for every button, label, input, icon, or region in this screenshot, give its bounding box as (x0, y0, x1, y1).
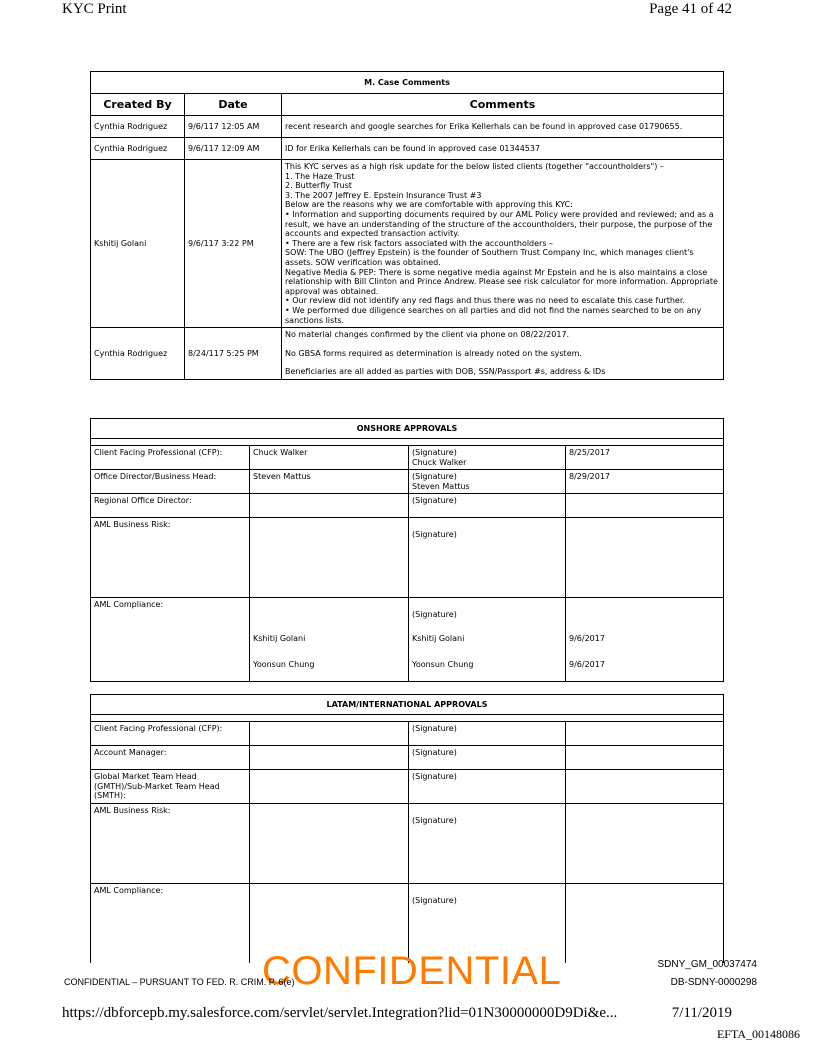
approval-date (566, 883, 724, 963)
table-row (91, 328, 724, 380)
comment-line: SOW: The UBO (Jeffrey Epstein) is the founder of Southern Trust Company Inc, which manages client's assets. SOW verification was obtained. (285, 248, 694, 267)
date: 9/6/117 12:09 AM (185, 138, 282, 160)
comment-line: 3. The 2007 Jeffrey E. Epstein Insurance Trust #3 (285, 190, 482, 200)
approver-name: Chuck Walker (250, 446, 409, 470)
comment-line: This KYC serves as a high risk update for the below listed clients (together "accountholders") – (285, 162, 664, 171)
efta-number: EFTA_00148086 (716, 1027, 800, 1041)
signature: (Signature) (409, 494, 566, 518)
signature-name: Yoonsun Chung (412, 659, 474, 669)
created-by: Kshitij Golani (91, 160, 185, 328)
approver-name (250, 518, 409, 598)
table-row (91, 722, 724, 746)
approver-name (250, 722, 409, 746)
comment-line: • Our review did not identify any red flags and thus there was no need to escalate this case further. (285, 296, 685, 306)
table-row (91, 803, 724, 883)
table-row (91, 746, 724, 770)
comment-line: No GBSA forms required as determination is already noted on the system. (285, 348, 582, 358)
column-header-comments: Comments (282, 94, 724, 116)
approver-name (250, 770, 409, 804)
comment-line: No material changes confirmed by the client via phone on 08/22/2017. (285, 330, 570, 340)
approver-name (250, 494, 409, 518)
print-date: 7/11/2019 (671, 1005, 732, 1021)
approval-date (566, 494, 724, 518)
case-comments-table (90, 71, 724, 380)
print-title: KYC Print (62, 1, 127, 17)
comment: recent research and google searches for Erika Kellerhals can be found in approved case 01790655. (282, 116, 724, 138)
created-by: Cynthia Rodriguez (91, 328, 185, 380)
comment-line: 2. Butterfly Trust (285, 181, 352, 191)
signature-label: (Signature) (412, 610, 457, 620)
created-by: Cynthia Rodriguez (91, 116, 185, 138)
comment-line: • There are a few risk factors associated with the accountholders – (285, 238, 554, 248)
page-number: Page 41 of 42 (649, 1, 732, 17)
signature (409, 518, 566, 598)
confidentiality-notice: CONFIDENTIAL – PURSUANT TO FED. R. CRIM. P. 6(e) (64, 977, 295, 987)
approval-dates (566, 598, 724, 682)
comment-line: • We performed due diligence searches on all parties and did not find the names searched to be on any sanctions lists. (285, 305, 702, 325)
table-row (91, 116, 724, 138)
signature-name: Steven Mattus (412, 481, 470, 491)
created-by: Cynthia Rodriguez (91, 138, 185, 160)
signature-name: Kshitij Golani (412, 633, 465, 643)
role: Account Manager: (91, 746, 250, 770)
comment-line: Negative Media & PEP: There is some negative media against Mr Epstein and he is also maintains a close relationship with Bill Clinton and Prince Andrew. Please see risk calculator for more information. Appropriate approval was obtained. (285, 267, 718, 296)
approval-date: 9/6/2017 (569, 659, 605, 669)
date: 9/6/117 3:22 PM (185, 160, 282, 328)
signature: (Signature) (409, 722, 566, 746)
comment-line: • Information and supporting documents required by our AML Policy were provided and reviewed; and as a result, we have an understanding of the structure of the accountholders, their purpose, the purpose of the accounts and expected transaction activity. (285, 209, 714, 239)
section-title: M. Case Comments (91, 72, 724, 94)
approval-date (566, 722, 724, 746)
signature: (Signature) (409, 746, 566, 770)
approver-name: Steven Mattus (250, 470, 409, 494)
table-row (91, 494, 724, 518)
role: Client Facing Professional (CFP): (91, 722, 250, 746)
signature-label: (Signature) (412, 448, 457, 457)
comment: ID for Erika Kellerhals can be found in approved case 01344537 (282, 138, 724, 160)
approver-name: Kshitij Golani (253, 634, 306, 644)
signature (409, 446, 566, 470)
table-row (91, 138, 724, 160)
approval-date: 8/25/2017 (566, 446, 724, 470)
role: Regional Office Director: (91, 494, 250, 518)
signature-label: (Signature) (412, 815, 457, 825)
signature-label: (Signature) (412, 895, 457, 905)
role: Client Facing Professional (CFP): (91, 446, 250, 470)
comment (282, 328, 724, 380)
confidential-stamp: CONFIDENTIAL (262, 949, 562, 993)
table-row (91, 518, 724, 598)
section-title: LATAM/INTERNATIONAL APPROVALS (91, 695, 724, 715)
comment (282, 160, 724, 328)
onshore-approvals-table (90, 418, 724, 682)
signature (409, 470, 566, 494)
source-url: https://dbforcepb.my.salesforce.com/servlet/servlet.Integration?lid=01N30000000D9Di&e... (62, 1005, 618, 1021)
signature-name: Chuck Walker (412, 457, 467, 467)
role: AML Business Risk: (91, 803, 250, 883)
role: AML Compliance: (91, 883, 250, 963)
column-header-created-by: Created By (91, 94, 185, 116)
signature (409, 598, 566, 682)
signature: (Signature) (409, 770, 566, 804)
table-row (91, 446, 724, 470)
date: 8/24/117 5:25 PM (185, 328, 282, 380)
bates-number-secondary: DB-SDNY-0000298 (670, 977, 757, 988)
approval-date (566, 770, 724, 804)
role: AML Compliance: (91, 598, 250, 682)
approval-date (566, 746, 724, 770)
approver-names (250, 598, 409, 682)
comment-line: Below are the reasons why we are comfortable with approving this KYC: (285, 200, 573, 210)
approver-name (250, 803, 409, 883)
signature-label: (Signature) (412, 530, 457, 540)
latam-approvals-table (90, 694, 724, 963)
table-row (91, 770, 724, 804)
comment-line: 1. The Haze Trust (285, 171, 355, 181)
approval-date (566, 803, 724, 883)
column-header-date: Date (185, 94, 282, 116)
approval-date: 8/29/2017 (566, 470, 724, 494)
approver-name: Yoonsun Chung (253, 659, 315, 669)
date: 9/6/117 12:05 AM (185, 116, 282, 138)
table-row (91, 470, 724, 494)
role: Global Market Team Head (GMTH)/Sub-Market Team Head (SMTH): (91, 770, 250, 804)
role: Office Director/Business Head: (91, 470, 250, 494)
approval-date: 9/6/2017 (569, 634, 605, 644)
role: AML Business Risk: (91, 518, 250, 598)
approval-date (566, 518, 724, 598)
table-row (91, 598, 724, 682)
section-title: ONSHORE APPROVALS (91, 419, 724, 439)
signature (409, 803, 566, 883)
bates-number: SDNY_GM_00037474 (657, 959, 757, 970)
signature-label: (Signature) (412, 472, 457, 482)
approver-name (250, 746, 409, 770)
comment-line: Beneficiaries are all added as parties with DOB, SSN/Passport #s, address & IDs (285, 367, 606, 377)
table-row (91, 160, 724, 328)
